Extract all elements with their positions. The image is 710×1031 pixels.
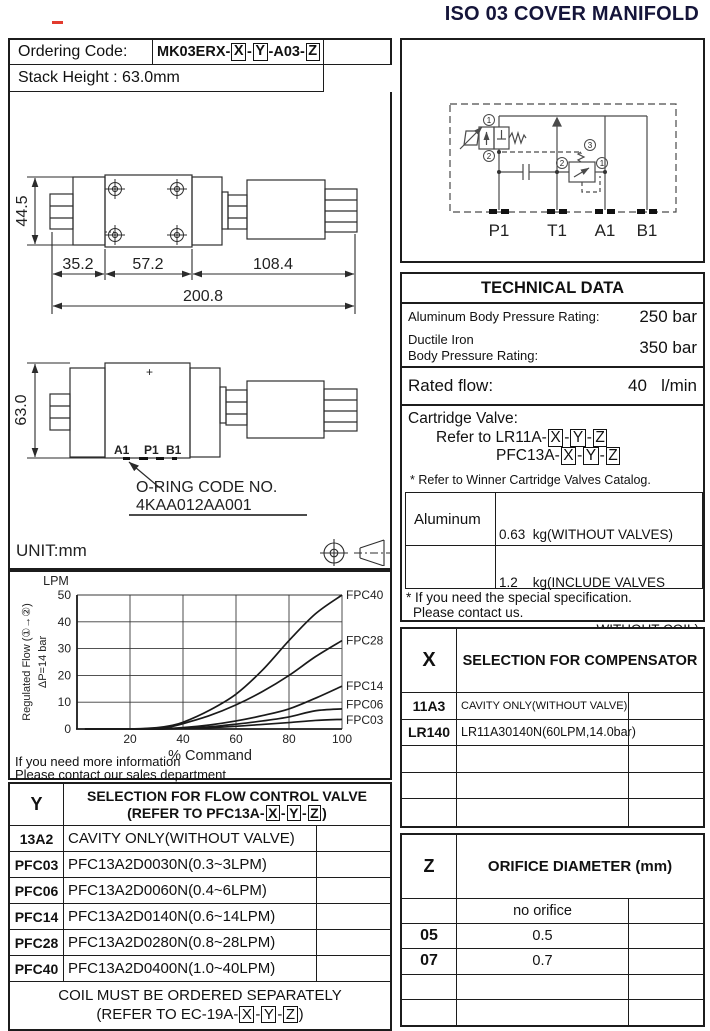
z-table-title: ORIFICE DIAMETER (mm)	[457, 835, 703, 899]
cartridge-valve-block	[402, 406, 703, 466]
series-label-FPC14: FPC14	[346, 679, 384, 694]
stack-height-row: Stack Height : 63.0mm	[8, 65, 324, 92]
port-labels	[114, 443, 182, 457]
z-row-desc: 0.5	[457, 924, 629, 949]
cartridge-valve-title: Cartridge Valve:	[408, 410, 518, 427]
y-axis-label-1: Regulated Flow (①→②)	[21, 603, 33, 721]
rated-flow-row	[402, 368, 703, 406]
proportional-flow-valve-symbol	[460, 127, 526, 149]
y-selection-table	[8, 782, 392, 1031]
x-selection-table	[400, 627, 705, 828]
dim-200-8: 200.8	[182, 288, 224, 305]
dim-57-2: 57.2	[132, 256, 164, 273]
series-label-FPC28: FPC28	[346, 633, 384, 648]
callout-2b: 2	[559, 159, 565, 168]
weight-empty-cell-2	[496, 546, 702, 588]
bolt-hole-icons	[105, 179, 187, 245]
series-FPC28	[85, 641, 342, 729]
page-title: ISO 03 COVER MANIFOLD	[444, 3, 699, 25]
special-spec-note: * If you need the special specification. Please contact us.	[406, 590, 632, 620]
hydraulic-schematic	[402, 40, 703, 261]
z-row-code: 07	[402, 949, 457, 974]
x-axis-label: % Command	[168, 748, 252, 764]
datum-target-icon	[320, 539, 348, 566]
tank-arrow-icon	[553, 118, 561, 126]
top-view-outline	[50, 175, 357, 247]
ordering-code-empty-cell	[324, 40, 390, 64]
flow-chart	[10, 572, 390, 778]
weight-material: Aluminum	[406, 493, 496, 546]
ordering-code-label: Ordering Code:	[18, 43, 128, 60]
y-row-desc: CAVITY ONLY(WITHOUT VALVE)	[64, 826, 317, 852]
coil-order-note: COIL MUST BE ORDERED SEPARATELY (REFER TO EC-19A- X - Y - Z )	[58, 986, 342, 1023]
weight-table	[405, 492, 703, 589]
y-tick-label: 20	[57, 668, 71, 683]
side-view-outline	[50, 363, 357, 458]
x-tick-label: 80	[282, 732, 296, 746]
ductile-pressure-value: 350 bar	[639, 338, 697, 357]
technical-data-panel	[400, 272, 705, 622]
dim-44-5: 44.5	[14, 195, 31, 227]
y-tick-label: 30	[57, 641, 71, 656]
catalog-note: * Refer to Winner Cartridge Valves Catalog.	[410, 472, 651, 487]
x-table-header-letter: X	[402, 629, 457, 693]
z-row-code: 05	[402, 924, 457, 949]
hydraulic-schematic-panel	[400, 38, 705, 263]
series-label-FPC06: FPC06	[346, 697, 384, 712]
dim-35-2: 35.2	[62, 256, 94, 273]
cartridge-ref-1: Refer to LR11A- X - Y - Z	[408, 429, 697, 448]
y-row-code: PFC40	[10, 956, 64, 982]
port-b1-label: B1	[166, 443, 182, 457]
projection-cone-icon	[354, 540, 390, 566]
schematic-port-a1: A1	[594, 221, 616, 240]
chart-note-1: If you need more information	[15, 754, 181, 769]
side-view-dimensions	[27, 363, 105, 458]
y-row-desc: PFC13A2D0030N(0.3~3LPM)	[64, 852, 317, 878]
spring-icon	[509, 133, 526, 143]
y-row-code: PFC28	[10, 930, 64, 956]
ordering-code-value: MK03ERX- X - Y -A03- Z	[152, 40, 324, 64]
weight-empty-cell-1	[406, 546, 496, 588]
cartridge-ref-2: PFC13A- X - Y - Z	[408, 447, 697, 466]
callout-3: 3	[587, 141, 593, 150]
callout-1b: 1	[599, 159, 605, 168]
dimension-drawing-panel	[8, 92, 392, 570]
plus-mark: +	[146, 365, 154, 379]
chart-note-2: Please contact our sales department	[15, 767, 227, 782]
x-tick-label: 20	[123, 732, 137, 746]
x-table-title: SELECTION FOR COMPENSATOR	[457, 629, 703, 693]
z-table-header-letter: Z	[402, 835, 457, 899]
x-row-code: 11A3	[402, 693, 457, 720]
flow-chart-panel	[8, 570, 392, 780]
rated-flow-label: Rated flow:	[408, 376, 494, 395]
series-label-FPC40: FPC40	[346, 588, 384, 602]
series-FPC40	[85, 595, 342, 729]
dim-108-4: 108.4	[252, 256, 294, 273]
y-table-title: SELECTION FOR FLOW CONTROL VALVE (REFER TO PFC13A- X - Y - Z )	[64, 784, 390, 826]
port-p1-label: P1	[144, 443, 159, 457]
oring-code-title: O-RING CODE NO.	[136, 479, 278, 496]
unit-label: LPM	[43, 574, 69, 588]
callouts	[484, 115, 608, 169]
z-row-desc: no orifice	[457, 899, 629, 924]
aluminum-pressure-row	[402, 304, 703, 330]
y-table-header-letter: Y	[10, 784, 64, 826]
series-FPC06	[85, 709, 342, 729]
y-row-desc: PFC13A2D0400N(1.0~40LPM)	[64, 956, 317, 982]
y-row-code: 13A2	[10, 826, 64, 852]
x-row-desc: CAVITY ONLY(WITHOUT VALVE)	[457, 693, 629, 720]
red-mark	[52, 21, 63, 24]
schematic-port-p1: P1	[488, 221, 510, 240]
y-row-code: PFC03	[10, 852, 64, 878]
port-a1-label: A1	[114, 443, 130, 457]
rated-flow-value: 40 l/min	[628, 376, 697, 395]
y-row-code: PFC14	[10, 904, 64, 930]
dimension-drawing	[10, 92, 390, 566]
y-tick-label: 10	[57, 695, 71, 710]
x-row-desc: LR11A30140N(60LPM,14.0bar)	[457, 720, 629, 747]
weight-values: 0.63 kg(WITHOUT VALVES) 1.2 kg(INCLUDE VALVES	[496, 493, 702, 546]
y-row-desc: PFC13A2D0140N(0.6~14LPM)	[64, 904, 317, 930]
callout-2: 2	[486, 152, 492, 161]
callout-1: 1	[486, 116, 492, 125]
technical-data-title: TECHNICAL DATA	[402, 274, 703, 304]
y-tick-label: 0	[64, 722, 71, 736]
y-row-code: PFC06	[10, 878, 64, 904]
ductile-pressure-row	[402, 330, 703, 368]
y-row-desc: PFC13A2D0280N(0.8~28LPM)	[64, 930, 317, 956]
schematic-port-t1: T1	[547, 221, 567, 240]
series-label-FPC03: FPC03	[346, 712, 384, 727]
orifice-icon	[523, 164, 529, 180]
y-row-desc: PFC13A2D0060N(0.4~6LPM)	[64, 878, 317, 904]
schematic-port-b1: B1	[636, 221, 658, 240]
z-row-desc: 0.7	[457, 949, 629, 974]
pilot-line	[502, 152, 581, 154]
x-tick-label: 60	[229, 732, 243, 746]
y-axis-label-2: ΔP=14 bar	[37, 635, 49, 689]
dim-63-0: 63.0	[13, 394, 30, 426]
aluminum-pressure-value: 250 bar	[639, 307, 697, 326]
schematic-port-labels	[489, 221, 658, 240]
x-tick-label: 100	[331, 732, 353, 746]
x-tick-label: 40	[176, 732, 190, 746]
ductile-pressure-label: Ductile Iron Body Pressure Rating:	[408, 332, 539, 363]
y-tick-label: 50	[57, 588, 71, 602]
aluminum-pressure-label: Aluminum Body Pressure Rating:	[408, 309, 600, 325]
z-selection-table	[400, 833, 705, 1027]
oring-code-number: 4KAA012AA001	[136, 497, 252, 514]
y-tick-label: 40	[57, 614, 71, 629]
ordering-code-row	[8, 38, 392, 65]
unit-label: UNIT:mm	[16, 541, 87, 560]
x-row-code: LR140	[402, 720, 457, 747]
